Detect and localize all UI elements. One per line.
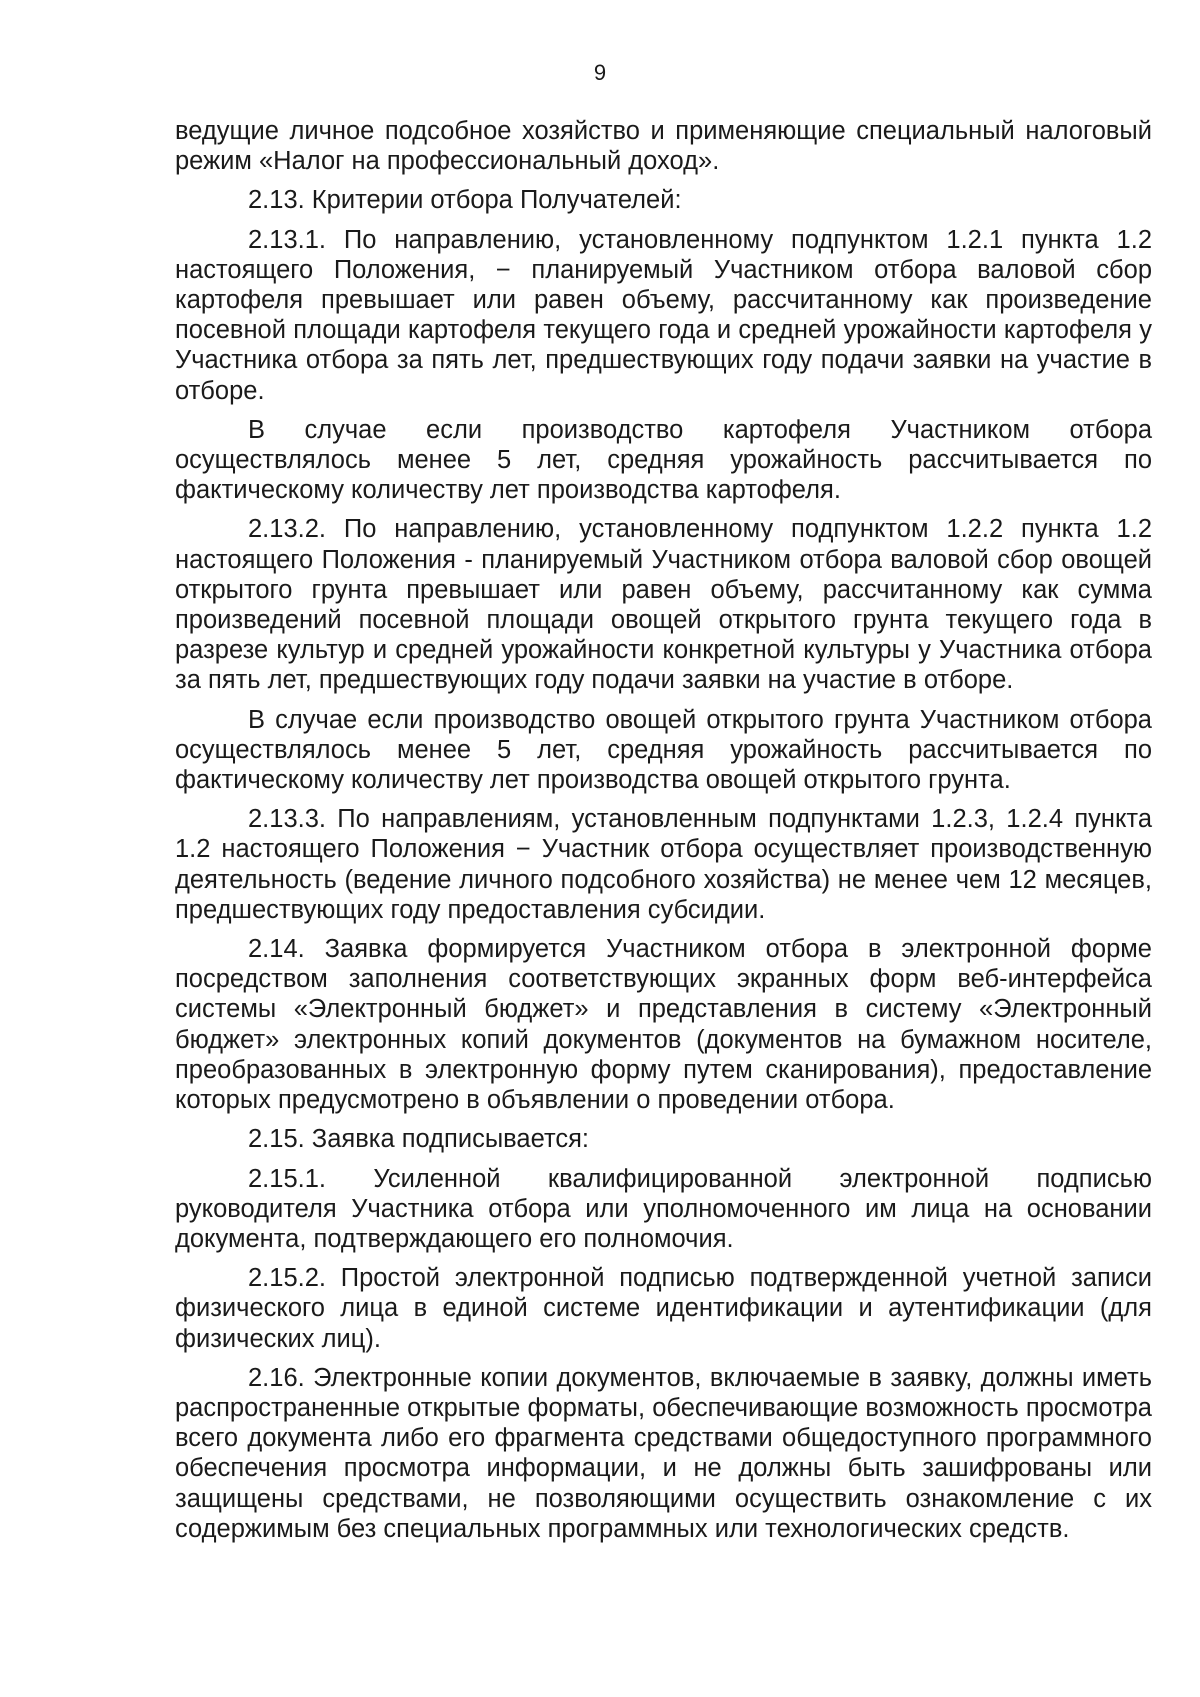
paragraph-2-15: 2.15. Заявка подписывается:	[248, 1125, 589, 1154]
paragraph-2-13-1: 2.13.1. По направлению, установленному подпунктом 1.2.1 пункта 1.2 настоящего Положения, − планируемый Участником отбора валовой сбор картофеля превышает или равен объему, рассчитанному как произведение посевной площади картофеля текущего года и средней урожайности картофеля у Участника отбора за пять лет, предшествующих году подачи заявки на участие в отборе.	[175, 225, 1152, 405]
paragraph-potato-note: В случае если производство картофеля Участником отбора осуществлялось менее 5 лет, средняя урожайность рассчитывается по фактическому количеству лет производства картофеля.	[175, 415, 1152, 505]
paragraph-2-14: 2.14. Заявка формируется Участником отбора в электронной форме посредством заполнения соответствующих экранных форм веб-интерфейса системы «Электронный бюджет» и представления в систему «Электронный бюджет» электронных копий документов (документов на бумажном носителе, преобразованных в электронную форму путем сканирования), предоставление которых предусмотрено в объявлении о проведении отбора.	[175, 935, 1152, 1115]
paragraph-2-15-2: 2.15.2. Простой электронной подписью подтвержденной учетной записи физического лица в единой системе идентификации и аутентификации (для физических лиц).	[175, 1264, 1152, 1353]
paragraph-2-13-3: 2.13.3. По направлениям, установленным подпунктами 1.2.3, 1.2.4 пункта 1.2 настоящего Положения − Участник отбора осуществляет производственную деятельность (ведение личного подсобного хозяйства) не менее чем 12 месяцев, предшествующих году предоставления субсидии.	[175, 805, 1152, 924]
paragraph-2-13-heading: 2.13. Критерии отбора Получателей:	[248, 186, 682, 215]
document-body	[175, 116, 1152, 1553]
page-number: 9	[593, 60, 607, 85]
paragraph-2-13-2: 2.13.2. По направлению, установленному подпунктом 1.2.2 пункта 1.2 настоящего Положения - планируемый Участником отбора валовой сбор овощей открытого грунта превышает или равен объему, рассчитанному как сумма произведений посевной площади овощей открытого грунта текущего года в разрезе культур и средней урожайности конкретной культуры у Участника отбора за пять лет, предшествующих году подачи заявки на участие в отборе.	[175, 515, 1152, 695]
paragraph-2-16: 2.16. Электронные копии документов, включаемые в заявку, должны иметь распространенные открытые форматы, обеспечивающие возможность просмотра всего документа либо его фрагмента средствами общедоступного программного обеспечения просмотра информации, и не должны быть зашифрованы или защищены средствами, не позволяющими осуществить ознакомление с их содержимым без специальных программных или технологических средств.	[175, 1363, 1152, 1543]
paragraph-continuation: ведущие личное подсобное хозяйство и применяющие специальный налоговый режим «Налог на профессиональный доход».	[175, 117, 1152, 176]
paragraph-2-15-1: 2.15.1. Усиленной квалифицированной электронной подписью руководителя Участника отбора или уполномоченного им лица на основании документа, подтверждающего его полномочия.	[175, 1164, 1152, 1253]
paragraph-vegetables-note: В случае если производство овощей открытого грунта Участником отбора осуществлялось менее 5 лет, средняя урожайность рассчитывается по фактическому количеству лет производства овощей открытого грунта.	[175, 705, 1152, 795]
